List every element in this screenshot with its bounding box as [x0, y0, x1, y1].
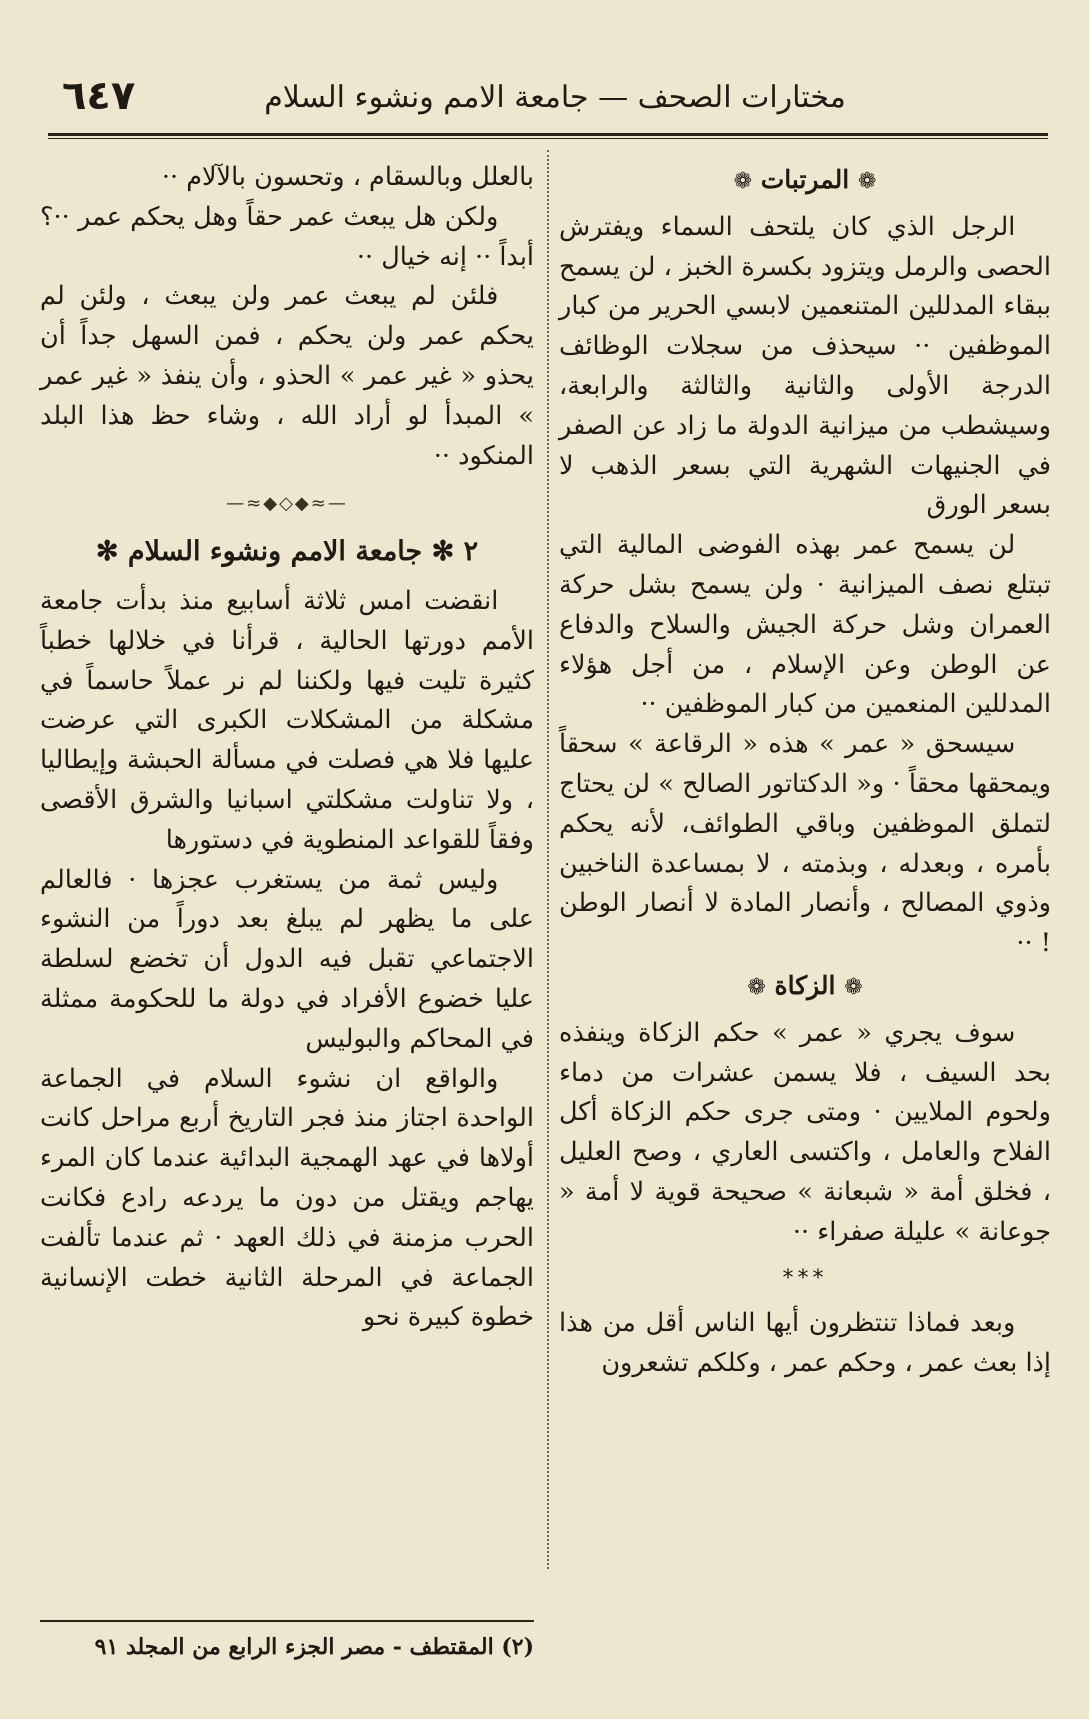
subheading-salaries-text: المرتبات	[760, 165, 850, 194]
signature-footer: (٢) المقتطف - مصر الجزء الرابع من المجلد ٩١	[94, 1634, 534, 1660]
paragraph: لن يسمح عمر بهذه الفوضى المالية التي تبتلع نصف الميزانية · ولن يسمح بشل حركة العمران وشل حركة الجيش والسلاح والدفاع عن الوطن وعن الإسلام ، من أجل هؤلاء المدللين المنعمين من كبار الموظفين ··	[559, 530, 1051, 720]
section-title: ٢ ✻ جامعة الامم ونشوء السلام ✻	[95, 536, 479, 568]
flower-ornament-icon: ❁	[733, 169, 753, 194]
paragraph: والواقع ان نشوء السلام في الجماعة الواحدة اجتاز منذ فجر التاريخ أربع مراحل كانت أولاها في عهد الهمجية البدائية عندما كان المرء يهاجم ويقتل من دون ما يردعه رادع فكانت الحرب مزمنة في ذلك العهد · ثم عندما تألفت الجماعة في المرحلة الثانية خطت الإنسانية خطوة كبيرة نحو	[40, 1063, 534, 1333]
paragraph: وليس ثمة من يستغرب عجزها · فالعالم على ما يظهر لم يبلغ بعد دوراً من النشوء الاجتماعي تقبل فيه الدول أن تخضع لسلطة عليا خضوع الأفراد في دولة ما للحكومة ممثلة في المحاكم والبوليس	[40, 864, 534, 1054]
flower-ornament-icon: ❁	[857, 169, 877, 194]
paragraph: الرجل الذي كان يلتحف السماء ويفترش الحصى والرمل ويتزود بكسرة الخبز ، لن يسمح ببقاء المدللين المتنعمين لابسي الحرير من كبار الموظفين ·· سيحذف من سجلات الوظائف الدرجة الأولى والثانية والثالثة والرابعة، وسيشطب من ميزانية الدولة ما زاد عن الصفر في الجنيهات الشهرية التي بسعر الذهب لا بسعر الورق	[559, 211, 1051, 521]
ornamental-divider: —≈◆◇◆≈—	[226, 493, 348, 515]
section-break-stars: ***	[782, 1265, 828, 1291]
paragraph: بالعلل وبالسقام ، وتحسون بالآلام ··	[161, 162, 534, 192]
flower-ornament-icon: ❁	[844, 974, 863, 1000]
column-divider	[547, 150, 549, 1569]
paragraph: سيسحق « عمر » هذه « الرقاعة » سحقاً ويمحقها محقاً · و« الدكتاتور الصالح » لن يحتاج لتملق الموظفين وباقي الطوائف، لأنه يحكم بأمره ، وبعدله ، وبذمته ، لا بمساعدة الناخبين وذوي المصالح ، وأنصار المادة لا أنصار الوطن ! ··	[559, 729, 1051, 959]
paragraph: فلئن لم يبعث عمر ولن يبعث ، ولئن لم يحكم عمر ولن يحكم ، فمن السهل جداً أن يحذو « غير عمر » الحذو ، وأن ينفذ « غير عمر » المبدأ لو أراد الله ، وشاء حظ هذا البلد المنكود ··	[40, 281, 534, 471]
footer-rule	[40, 1620, 534, 1622]
header-rule-thin	[48, 138, 1048, 139]
paragraph: وبعد فماذا تنتظرون أيها الناس أقل من هذا إذا بعث عمر ، وحكم عمر ، وكلكم تشعرون	[559, 1308, 1051, 1379]
flower-ornament-icon: ❁	[747, 974, 766, 1000]
header-rule	[48, 133, 1048, 136]
right-column	[559, 158, 1051, 1568]
page-number: ٦٤٧	[62, 73, 136, 119]
subheading-salaries	[559, 160, 1051, 202]
paragraph: ولكن هل يبعث عمر حقاً وهل يحكم عمر ··؟ أبداً ·· إنه خيال ··	[40, 201, 534, 272]
subheading-zakat	[559, 966, 1051, 1008]
running-head-title: مختارات الصحف — جامعة الامم ونشوء السلام	[264, 80, 846, 115]
left-column	[40, 158, 534, 1568]
paragraph: سوف يجري « عمر » حكم الزكاة وينفذه بحد السيف ، فلا يسمن عشرات من دماء ولحوم الملايين · ومتى جرى حكم الزكاة أكل الفلاح والعامل ، واكتسى العاري ، وصح العليل ، فخلق أمة « شبعانة » صحيحة قوية لا أمة « جوعانة » عليلة صفراء ··	[559, 1017, 1051, 1247]
paragraph: انقضت امس ثلاثة أسابيع منذ بدأت جامعة الأمم دورتها الحالية ، قرأنا في خلالها خطباً كثيرة تليت فيها ولكننا لم نر عملاً حاسماً في مشكلة من المشكلات الكبرى التي عرضت عليها فلا هي فصلت في مسألة الحبشة وإيطاليا ، ولا تناولت مشكلتي اسبانيا والشرق الأقصى وفقاً للقواعد المنطوية في دستورها	[40, 585, 534, 855]
subheading-zakat-text: الزكاة	[774, 970, 836, 1000]
